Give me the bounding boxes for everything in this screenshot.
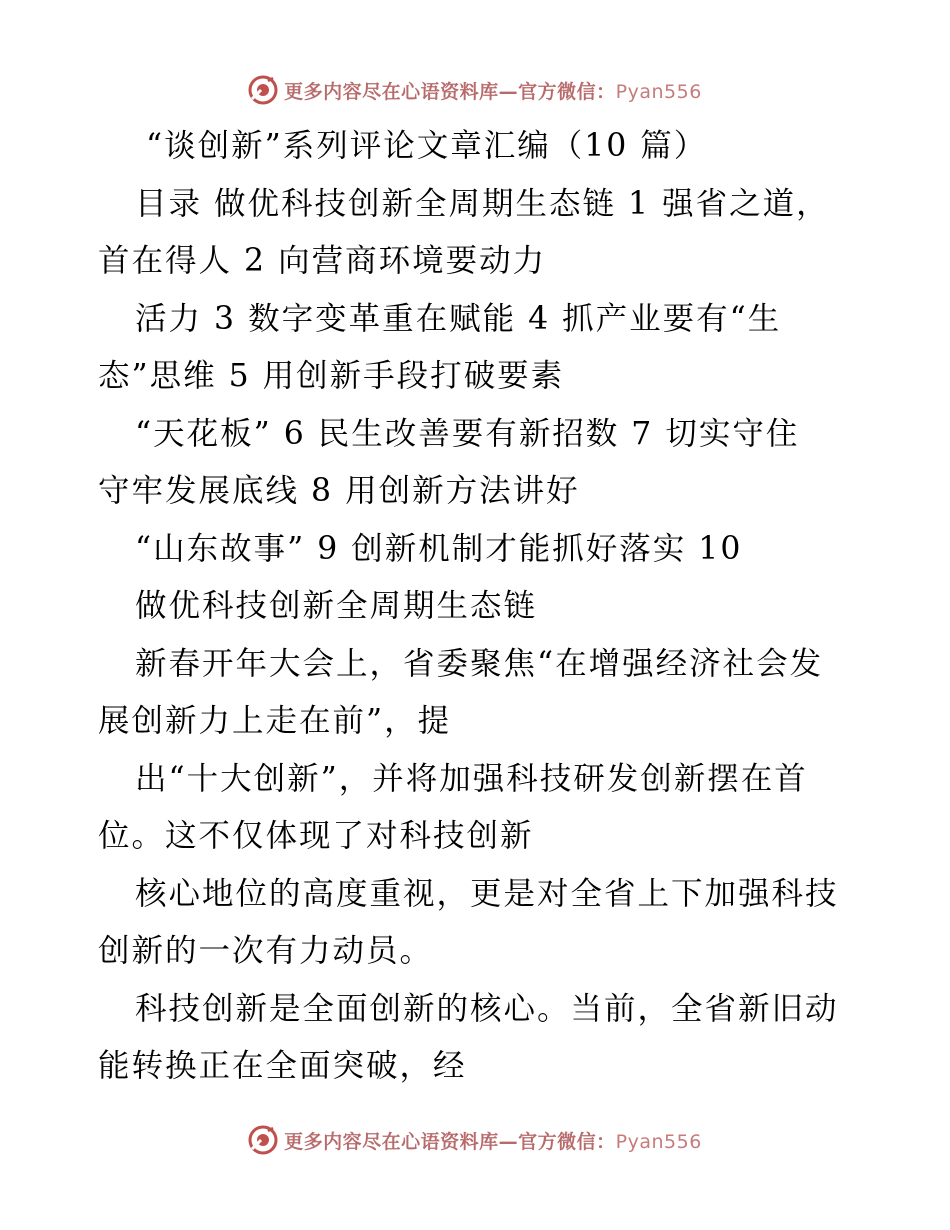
watermark-footer bbox=[0, 1122, 950, 1158]
text-line: 核心地位的高度重视，更是对全省上下加强科技 bbox=[135, 875, 839, 912]
watermark-site-text: 更多内容尽在心语资料库—官方微信： bbox=[284, 80, 616, 103]
brand-logo-icon bbox=[248, 1125, 278, 1155]
text-line: 出“十大创新”，并将加强科技研发创新摆在首 bbox=[135, 760, 808, 797]
brand-logo-icon bbox=[248, 75, 278, 105]
section-heading: 做优科技创新全周期生态链 bbox=[135, 588, 538, 624]
watermark-handle: Pyan556 bbox=[615, 80, 702, 103]
watermark-text bbox=[284, 77, 702, 104]
watermark-header bbox=[0, 72, 950, 108]
text-line: 守牢发展底线 8 用创新方法讲好 bbox=[98, 473, 580, 509]
text-line: 位。这不仅体现了对科技创新 bbox=[98, 818, 534, 854]
text-line: 能转换正在全面突破，经 bbox=[98, 1048, 467, 1084]
text-line: 目录 做优科技创新全周期生态链 1 强省之道， bbox=[135, 185, 830, 222]
text-line: 首在得人 2 向营商环境要动力 bbox=[98, 243, 547, 279]
text-line: 展创新力上走在前”，提 bbox=[98, 703, 452, 739]
document-title: “谈创新”系列评论文章汇编（10 篇） bbox=[146, 128, 708, 164]
watermark-handle: Pyan556 bbox=[615, 1130, 702, 1153]
watermark-text bbox=[284, 1127, 702, 1154]
text-line: 活力 3 数字变革重在赋能 4 抓产业要有“生 bbox=[135, 300, 782, 337]
document-body bbox=[98, 118, 858, 1096]
text-line: 新春开年大会上，省委聚焦“在增强经济社会发 bbox=[135, 645, 824, 682]
text-line: 态”思维 5 用创新手段打破要素 bbox=[98, 358, 565, 394]
text-line: “天花板” 6 民生改善要有新招数 7 切实守住 bbox=[135, 415, 800, 452]
text-line: “山东故事” 9 创新机制才能抓好落实 10 bbox=[135, 530, 743, 567]
watermark-site-text: 更多内容尽在心语资料库—官方微信： bbox=[284, 1130, 616, 1153]
text-line: 创新的一次有力动员。 bbox=[98, 933, 434, 969]
text-line: 科技创新是全面创新的核心。当前，全省新旧动 bbox=[135, 990, 839, 1027]
